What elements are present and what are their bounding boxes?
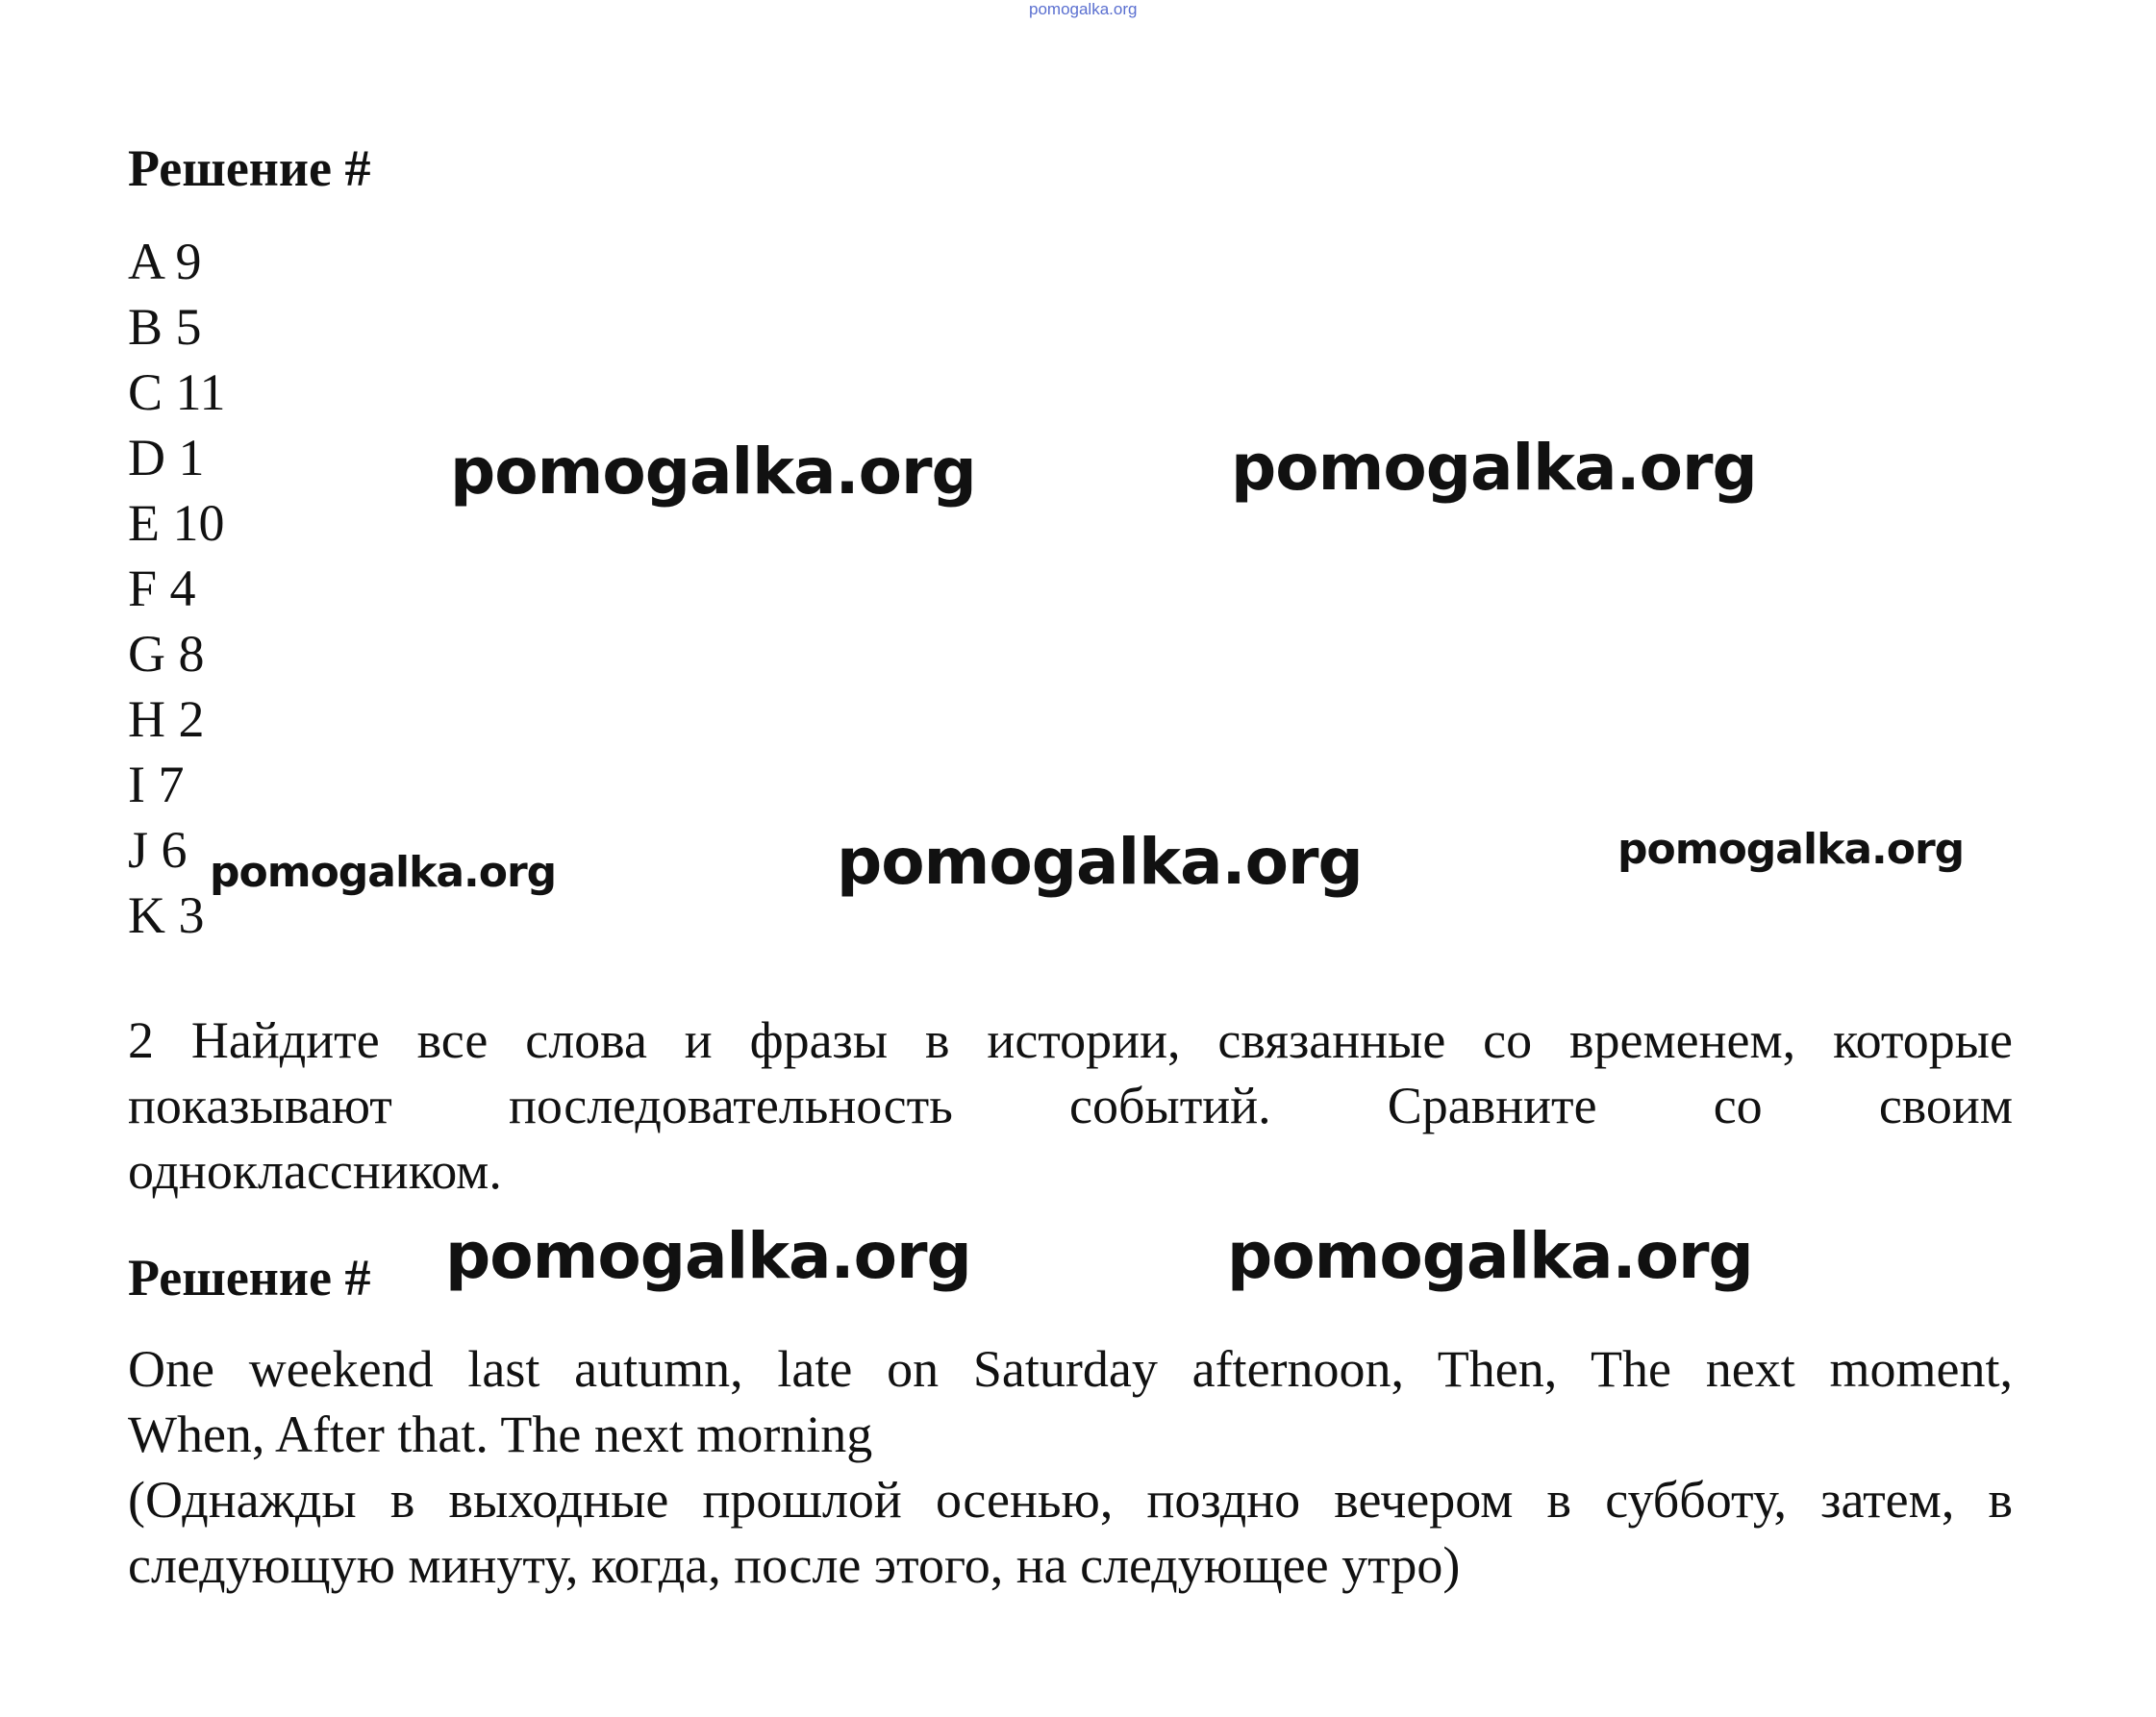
task-2-line: 2 Найдите все слова и фразы в истории, связанные со временем, которые	[128, 1011, 2013, 1069]
top-watermark: pomogalka.org	[1029, 0, 1138, 18]
task-2-text	[128, 1008, 2013, 1204]
answer-item: H 2	[128, 690, 205, 748]
solution-2-line: следующую минуту, когда, после этого, на следующее утро)	[128, 1536, 1461, 1594]
solution-2-text	[128, 1336, 2013, 1598]
answer-item: G 8	[128, 625, 205, 683]
solution-2-line: When, After that. The next morning	[128, 1406, 873, 1463]
watermark: pomogalka.org	[445, 1219, 971, 1293]
answer-list	[128, 229, 226, 948]
solution-2-line: (Однажды в выходные прошлой осенью, поздно вечером в субботу, затем, в	[128, 1471, 2013, 1529]
solution-heading-1: Решение #	[128, 139, 371, 197]
answer-item: K 3	[128, 886, 205, 944]
answer-item: B 5	[128, 298, 202, 356]
watermark: pomogalka.org	[837, 825, 1363, 899]
answer-item: E 10	[128, 494, 225, 552]
watermark: pomogalka.org	[1617, 825, 1965, 874]
watermark: pomogalka.org	[450, 435, 976, 509]
watermark: pomogalka.org	[1231, 431, 1757, 505]
answer-item: C 11	[128, 363, 226, 421]
answer-item: A 9	[128, 233, 202, 290]
task-2-line: показывают последовательность событий. Сравните со своим	[128, 1077, 2013, 1134]
watermark: pomogalka.org	[1227, 1219, 1753, 1293]
watermark: pomogalka.org	[210, 848, 557, 897]
answer-item: D 1	[128, 429, 205, 486]
solution-2-line: One weekend last autumn, late on Saturday afternoon, Then, The next moment,	[128, 1340, 2013, 1398]
answer-item: I 7	[128, 756, 185, 813]
answer-item: F 4	[128, 560, 196, 617]
answer-item: J 6	[128, 821, 188, 879]
task-2-line: одноклассником.	[128, 1142, 502, 1200]
solution-heading-2: Решение #	[128, 1249, 371, 1306]
